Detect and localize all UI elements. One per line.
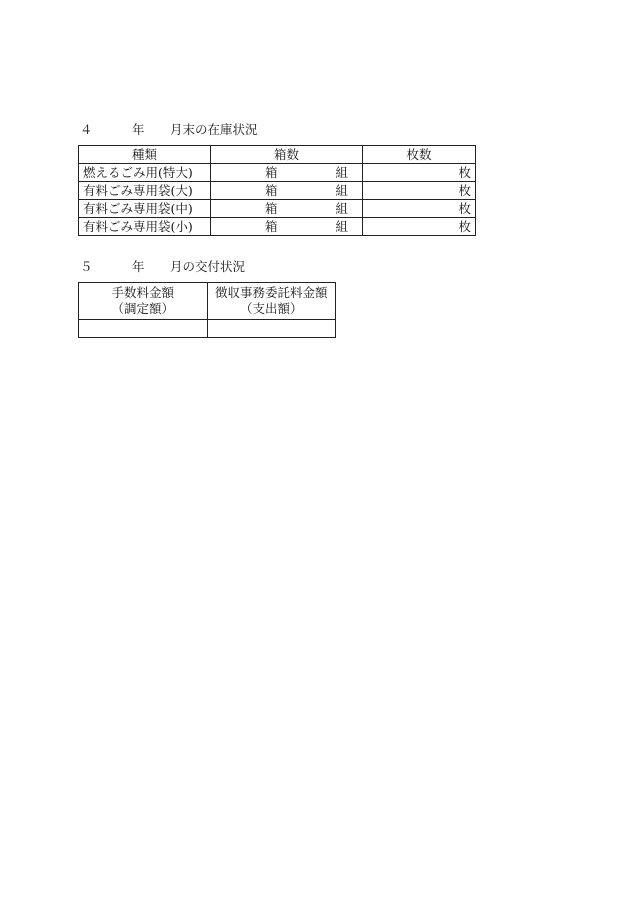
kind-cell: 有料ごみ専用袋(小) [79,218,211,236]
commission-header-line1: 徴収事務委託料金額 [214,285,328,300]
year-label: 年 [132,122,145,137]
section-number: ４ [80,122,93,137]
kind-cell: 有料ごみ専用袋(大) [79,182,211,200]
box-cell [211,200,363,218]
table-header-row [79,146,476,164]
box-cell [211,218,363,236]
fee-header-line2: （調定額） [111,301,174,316]
sheet-cell: 枚 [363,218,476,236]
sheet-cell: 枚 [363,182,476,200]
kind-cell: 有料ごみ専用袋(中) [79,200,211,218]
table-header-row [79,283,336,320]
commission-amount-cell [207,320,336,338]
set-unit: 組 [335,219,348,234]
box-unit: 箱 [265,201,278,216]
year-label: 年 [132,259,145,274]
header-fee-amount [79,283,208,320]
box-cell [211,164,363,182]
box-cell [211,182,363,200]
commission-header-line2: （支出額） [239,301,303,316]
fee-header-line1: 手数料金額 [111,285,174,300]
issue-section-heading [80,259,245,275]
box-unit: 箱 [265,219,278,234]
fee-amount-cell [79,320,208,338]
box-unit: 箱 [265,165,278,180]
section-title: 月の交付状況 [170,259,246,274]
table-row [79,164,476,182]
set-unit: 組 [335,201,348,216]
section-number: ５ [80,259,93,274]
box-unit: 箱 [265,183,278,198]
table-row [79,218,476,236]
header-kind: 種類 [79,146,211,164]
kind-cell: 燃えるごみ用(特大) [79,164,211,182]
table-row [79,182,476,200]
section-title: 月末の在庫状況 [170,122,258,137]
issue-table [78,282,336,338]
sheet-cell: 枚 [363,200,476,218]
inventory-table [78,145,476,236]
table-row [79,320,336,338]
header-commission-amount [207,283,336,320]
inventory-section-heading [80,122,258,138]
table-row [79,200,476,218]
header-sheet-count: 枚数 [363,146,476,164]
header-box-count: 箱数 [211,146,363,164]
set-unit: 組 [335,165,348,180]
set-unit: 組 [335,183,348,198]
sheet-cell: 枚 [363,164,476,182]
